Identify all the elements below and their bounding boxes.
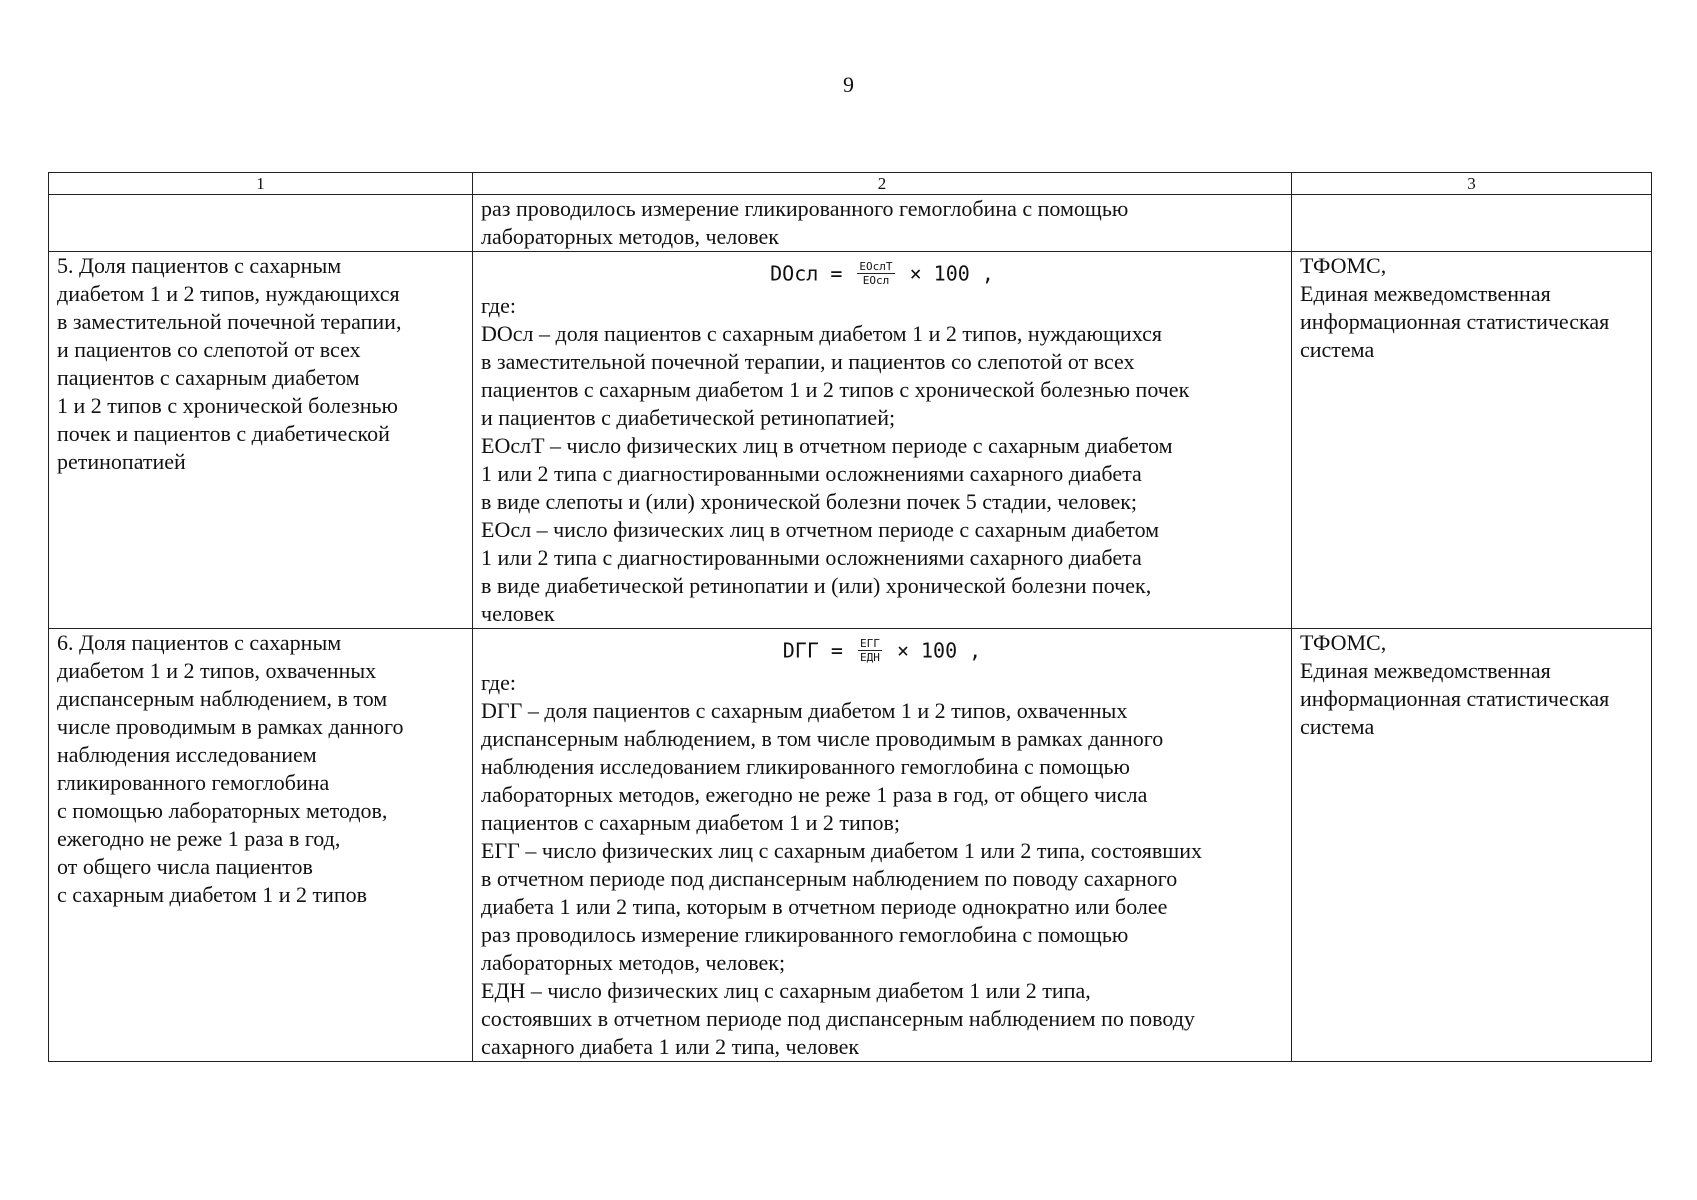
table-row-indicator-5: [49, 252, 1652, 629]
text-line: ЕОсл – число физических лиц в отчетном периоде с сахарным диабетом: [481, 517, 1160, 542]
text-line: диабета 1 или 2 типа, которым в отчетном периоде однократно или более: [481, 894, 1168, 919]
text-line: диабетом 1 и 2 типов, охваченных: [57, 658, 377, 683]
header-col-2: 2: [473, 173, 1292, 195]
header-col-1: 1: [49, 173, 473, 195]
indicators-table: [48, 172, 1652, 1062]
text-line: система: [1300, 714, 1375, 739]
text-line: с сахарным диабетом 1 и 2 типов: [57, 882, 368, 907]
text-line: состоявших в отчетном периоде под диспансерным наблюдением по поводу: [481, 1006, 1195, 1031]
text-line: в виде диабетической ретинопатии и (или) хронической болезни почек,: [481, 573, 1152, 598]
text-line: DГГ – доля пациентов с сахарным диабетом 1 и 2 типов, охваченных: [481, 698, 1128, 723]
text-line: информационная статистическая: [1300, 309, 1610, 334]
formula-numerator: EОслТ: [859, 260, 893, 273]
text-line: диспансерным наблюдением, в том числе проводимым в рамках данного: [481, 726, 1164, 751]
where-label: где:: [481, 293, 516, 318]
text-line: в виде слепоты и (или) хронической болезни почек 5 стадии, человек;: [481, 489, 1138, 514]
indicator-name-cell: [49, 629, 473, 1062]
text-line: пациентов с сахарным диабетом 1 и 2 типов;: [481, 810, 901, 835]
table-header-row: [49, 173, 1652, 195]
continuation-col-2: [473, 195, 1292, 252]
text-line: человек: [481, 601, 555, 626]
text-line: Единая межведомственная: [1300, 658, 1551, 683]
text-line: 5. Доля пациентов с сахарным: [57, 253, 342, 278]
continuation-col-3: [1292, 195, 1652, 252]
calculation-method-cell: [473, 252, 1292, 629]
text-line: 1 или 2 типа с диагностированными осложнениями сахарного диабета: [481, 461, 1142, 486]
text-line: ЕГГ – число физических лиц с сахарным диабетом 1 или 2 типа, состоявших: [481, 838, 1202, 863]
text-line: и пациентов с диабетической ретинопатией;: [481, 405, 896, 430]
text-line: раз проводилось измерение гликированного гемоглобина с помощью: [481, 922, 1129, 947]
text-line: Единая межведомственная: [1300, 281, 1551, 306]
formula: [481, 252, 1283, 292]
formula-fraction: [857, 260, 894, 287]
text-line: ЕДН – число физических лиц с сахарным диабетом 1 или 2 типа,: [481, 978, 1091, 1003]
continuation-col-1: [49, 195, 473, 252]
text-line: лабораторных методов, человек: [481, 224, 779, 249]
formula-rhs: × 100 ,: [896, 638, 982, 663]
text-line: гликированного гемоглобина: [57, 770, 330, 795]
text-line: пациентов с сахарным диабетом: [57, 365, 360, 390]
text-line: ретинопатией: [57, 449, 186, 474]
formula-numerator: ЕГГ: [860, 637, 880, 650]
text-line: наблюдения исследованием: [57, 742, 317, 767]
text-line: в отчетном периоде под диспансерным наблюдением по поводу сахарного: [481, 866, 1178, 891]
text-line: числе проводимым в рамках данного: [57, 714, 404, 739]
text-line: 6. Доля пациентов с сахарным: [57, 630, 342, 655]
text-line: лабораторных методов, человек;: [481, 950, 786, 975]
data-source-cell: [1292, 252, 1652, 629]
table-row-indicator-6: [49, 629, 1652, 1062]
text-line: с помощью лабораторных методов,: [57, 798, 388, 823]
text-line: ежегодно не реже 1 раза в год,: [57, 826, 341, 851]
formula-fraction: [858, 637, 882, 664]
text-line: в заместительной почечной терапии, и пациентов со слепотой от всех: [481, 349, 1135, 374]
formula: [481, 629, 1283, 669]
formula-lhs: DГГ =: [782, 638, 843, 663]
text-line: пациентов с сахарным диабетом 1 и 2 типов с хронической болезнью почек: [481, 377, 1190, 402]
header-col-3: 3: [1292, 173, 1652, 195]
text-line: раз проводилось измерение гликированного гемоглобина с помощью: [481, 196, 1129, 221]
text-line: почек и пациентов с диабетической: [57, 421, 390, 446]
text-line: ТФОМС,: [1300, 253, 1387, 278]
where-label: где:: [481, 670, 516, 695]
text-line: диабетом 1 и 2 типов, нуждающихся: [57, 281, 400, 306]
text-line: DОсл – доля пациентов с сахарным диабетом 1 и 2 типов, нуждающихся: [481, 321, 1162, 346]
indicator-name-cell: [49, 252, 473, 629]
formula-denominator: EОсл: [862, 274, 890, 287]
text-line: диспансерным наблюдением, в том: [57, 686, 388, 711]
text-line: лабораторных методов, ежегодно не реже 1 раза в год, от общего числа: [481, 782, 1148, 807]
formula-denominator: ЕДН: [860, 651, 880, 664]
page-number: 9: [843, 72, 854, 97]
data-source-cell: [1292, 629, 1652, 1062]
text-line: ЕОслТ – число физических лиц в отчетном периоде с сахарным диабетом: [481, 433, 1173, 458]
text-line: и пациентов со слепотой от всех: [57, 337, 361, 362]
text-line: наблюдения исследованием гликированного гемоглобина с помощью: [481, 754, 1130, 779]
table-row-continuation: [49, 195, 1652, 252]
text-line: в заместительной почечной терапии,: [57, 309, 402, 334]
text-line: от общего числа пациентов: [57, 854, 313, 879]
formula-lhs: DОсл =: [770, 261, 843, 286]
text-line: сахарного диабета 1 или 2 типа, человек: [481, 1034, 860, 1059]
text-line: 1 или 2 типа с диагностированными осложнениями сахарного диабета: [481, 545, 1142, 570]
text-line: ТФОМС,: [1300, 630, 1387, 655]
calculation-method-cell: [473, 629, 1292, 1062]
formula-rhs: × 100 ,: [909, 261, 994, 286]
text-line: система: [1300, 337, 1375, 362]
text-line: 1 и 2 типов с хронической болезнью: [57, 393, 398, 418]
text-line: информационная статистическая: [1300, 686, 1610, 711]
